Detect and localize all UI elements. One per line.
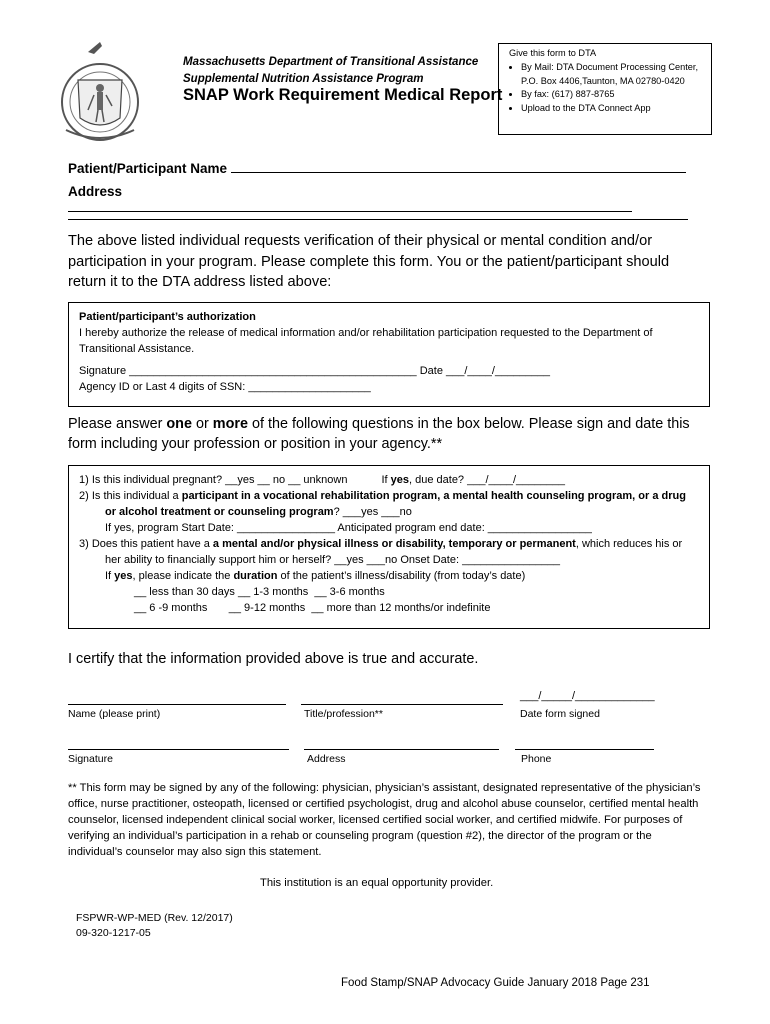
q2-tail: ? ___yes ___no: [333, 506, 412, 518]
instructions-paragraph: [68, 414, 718, 454]
authorization-text: I hereby authorize the release of medical information and/or rehabilitation participation requested to the Department of Transitional Assistance.: [79, 327, 653, 355]
question-2-dates[interactable]: If yes, program Start Date: ________________ Anticipated program end date: _________________: [105, 522, 592, 534]
q1-due-date: , due date? ___/____/________: [409, 474, 565, 486]
form-number-block: [76, 911, 233, 941]
address-field[interactable]: [68, 199, 632, 212]
name-print-label: Name (please print): [68, 708, 161, 720]
submission-info-box: [498, 43, 712, 135]
equal-opportunity-statement: This institution is an equal opportunity provider.: [260, 877, 494, 889]
signature-field[interactable]: [68, 749, 289, 750]
agency-line-2: Supplemental Nutrition Assistance Program: [183, 73, 424, 85]
question-1[interactable]: [79, 472, 699, 488]
question-3-line-3: [79, 568, 699, 584]
authorization-box: [68, 302, 710, 407]
agency-id-line[interactable]: Agency ID or Last 4 digits of SSN: ____________________: [79, 381, 371, 393]
authorization-heading: Patient/participant’s authorization: [79, 311, 256, 323]
infobox-item-mail: • By Mail: DTA Document Processing Center, P.O. Box 4406,Taunton, MA 02780-0420: [521, 61, 705, 89]
question-3-options-1[interactable]: __ less than 30 days __ 1-3 months __ 3-6 months: [134, 586, 385, 598]
date-signed-label: Date form signed: [520, 708, 600, 720]
q3-duration: duration: [233, 570, 278, 582]
instructions-post: of the following questions in the box below. Please sign and date this form including your profession or position in your agency.**: [68, 416, 690, 452]
phone-field[interactable]: [515, 749, 654, 750]
instructions-pre: Please answer: [68, 416, 167, 432]
instructions-more: more: [212, 416, 248, 432]
q3-tail: , which reduces his or: [575, 538, 683, 550]
patient-name-row: [68, 160, 688, 176]
q3-if: If: [105, 570, 115, 582]
q3-mid: , please indicate the: [132, 570, 234, 582]
agency-name: [183, 54, 478, 88]
title-profession-field[interactable]: [301, 704, 503, 705]
form-code: 09-320-1217-05: [76, 927, 151, 939]
agency-line-1: Massachusetts Department of Transitional Assistance: [183, 56, 479, 68]
address-sign-label: Address: [307, 753, 346, 765]
instructions-one: one: [166, 416, 192, 432]
question-2[interactable]: [79, 488, 699, 504]
infobox-item-fax: • By fax: (617) 887-8765: [521, 88, 705, 102]
authorization-signature-line[interactable]: Signature _______________________________________________ Date ___/____/_________: [79, 365, 551, 377]
q3-post: of the patient’s illness/disability (from today’s date): [277, 570, 526, 582]
q1-text: 1) Is this individual pregnant? __yes __ no __ unknown: [79, 474, 348, 486]
question-3-line-2[interactable]: her ability to financially support him or herself? __yes ___no Onset Date: ________________: [105, 554, 560, 566]
address-field-line-2[interactable]: [68, 219, 688, 220]
address-sign-field[interactable]: [304, 749, 499, 750]
name-print-field[interactable]: [68, 704, 286, 705]
page-footer: Food Stamp/SNAP Advocacy Guide January 2018 Page 231: [341, 977, 650, 989]
patient-name-label: Patient/Participant Name: [68, 161, 228, 176]
date-signed-field[interactable]: ___/_____/_____________: [520, 690, 655, 702]
intro-paragraph: The above listed individual requests verification of their physical or mental condition and/or participation in your program. Please complete this form. You or the patient/participant should return it to the DTA address listed above:: [68, 233, 670, 290]
questions-box: [68, 465, 710, 629]
q3-text: 3) Does this patient have a: [79, 538, 213, 550]
address-row: [68, 184, 688, 215]
q2-text: 2) Is this individual a: [79, 490, 182, 502]
q1-yes: yes: [390, 474, 409, 486]
form-number: FSPWR-WP-MED (Rev. 12/2017): [76, 912, 233, 924]
phone-label: Phone: [521, 753, 552, 765]
address-label: Address: [68, 184, 123, 199]
question-3[interactable]: [79, 536, 699, 552]
form-title: SNAP Work Requirement Medical Report: [183, 86, 503, 104]
signer-eligibility-note: ** This form may be signed by any of the following: physician, physician’s assistant, designated representative of the physician’s office, nurse practitioner, osteopath, licensed or certified psychologist, drug and alcohol abuse counselor, certified mental health counselor, licensed independent clinical social worker, licensed certified social worker, and certified midwife. For purposes of verifying an individual’s participation in a rehab or counseling program (question #2), the director of the program or the individual’s counselor may also sign this statement.: [68, 782, 701, 858]
instructions-mid: or: [191, 416, 213, 432]
q2-bold-1: participant in a vocational rehabilitation program, a mental health counseling program, or a drug: [181, 490, 686, 502]
q2-bold-2: or alcohol treatment or counseling program: [105, 506, 334, 518]
q3-yes: yes: [114, 570, 133, 582]
infobox-heading: Give this form to DTA: [509, 48, 597, 58]
signature-label: Signature: [68, 753, 113, 765]
question-3-options-2[interactable]: __ 6 -9 months __ 9-12 months __ more than 12 months/or indefinite: [134, 602, 491, 614]
q1-if: If: [381, 474, 391, 486]
patient-name-field[interactable]: [231, 160, 686, 173]
massachusetts-seal-icon: [58, 40, 142, 144]
infobox-item-upload: • Upload to the DTA Connect App: [521, 102, 705, 116]
certification-statement: I certify that the information provided above is true and accurate.: [68, 651, 479, 667]
q3-bold: a mental and/or physical illness or disability, temporary or permanent: [212, 538, 576, 550]
title-profession-label: Title/profession**: [304, 708, 383, 720]
question-2-cont[interactable]: [79, 504, 699, 520]
